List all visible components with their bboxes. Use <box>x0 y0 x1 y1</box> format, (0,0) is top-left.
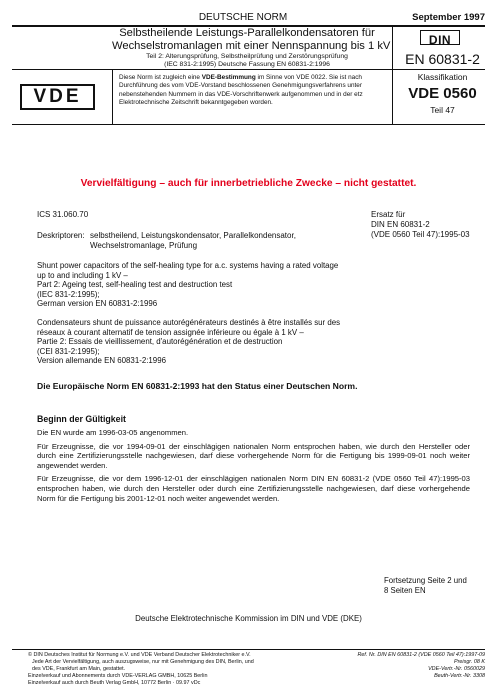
footer-right-line-2: Preisgr. 08 K <box>454 658 485 665</box>
klassifikation-label: Klassifikation <box>417 72 468 82</box>
ersatz-line-2: DIN EN 60831-2 <box>371 219 430 229</box>
english-line-5: German version EN 60831-2:1996 <box>37 299 158 308</box>
norm-number: EN 60831-2 <box>405 51 480 67</box>
title-line-2: Wechselstromanlagen mit einer Nennspannung bis 1 kV <box>112 39 391 52</box>
header-bottom-rule <box>12 69 485 70</box>
footer-right-line-3: VDE-Vertr.-Nr. 0560029 <box>428 665 485 672</box>
vde-notice-post: im Sinne von VDE 0022. Sie ist nach Durchführung des vom VDE-Vorstand beschlossenen Genehmigungsverfahrens unter nebenstehenden Nummern in das VDE-Vorschriftenwerk aufgenommen und in der etz Elektrotechnische Zeitschrift bekanntgegeben worden. <box>119 74 363 106</box>
continuation-line-2: 8 Seiten EN <box>384 585 426 595</box>
english-line-1: Shunt power capacitors of the self-healing type for a.c. systems having a rated voltage <box>37 261 339 270</box>
english-line-3: Part 2: Ageing test, self-healing test and destruction test <box>37 280 233 289</box>
footer-reference <box>300 652 485 680</box>
ersatz-line-1: Ersatz für <box>371 210 406 219</box>
footer-copyright <box>28 652 254 687</box>
vde-logo <box>20 84 95 110</box>
header-top-label: DEUTSCHE NORM <box>198 12 288 23</box>
french-line-2: réseaux à courant alternatif de tension assignée inférieure ou égale à 1 kV – <box>37 327 304 337</box>
vde-notice-bold: VDE-Bestimmung <box>201 74 256 81</box>
vde-teil: Teil 47 <box>430 105 455 115</box>
footer-left-line-1: © DIN Deutsches Institut für Normung e.V. und VDE Verband Deutscher Elektrotechniker e.V. <box>28 652 251 658</box>
ics-code: ICS 31.060.70 <box>37 210 89 219</box>
commission: Deutsche Elektrotechnische Kommission im DIN und VDE (DKE) <box>135 614 362 623</box>
vde-divider-right <box>392 69 393 124</box>
continuation-note <box>384 576 467 595</box>
subtitle-line-1: Teil 2: Alterungsprüfung, Selbstheilprüfung und Zerstörungsprüfung <box>146 53 348 60</box>
vde-logo-text: VDE <box>33 86 82 107</box>
validity-paragraph-3: Für Erzeugnisse, die vor dem 1996-12-01 der einschlägigen nationalen Norm DIN EN 60831-2 (VDE 0560 Teil 47):1995-03 entsprochen haben, wie durch den Hersteller oder durch eine Zertifizierungsstelle nachgewiesen, darf diese vorhergehende Norm für die Fertigung bis 2001-12-01 noch weiter angewendet werden. <box>37 474 470 503</box>
deskriptoren-label: Deskriptoren: <box>37 231 85 240</box>
footer-left-line-2: Jede Art der Vervielfältigung, auch auszugsweise, nur mit Genehmigung des DIN, Berlin, und <box>32 658 254 665</box>
din-logo <box>420 30 460 45</box>
vde-bottom-rule <box>12 124 485 125</box>
french-title <box>37 318 340 366</box>
footer-left-line-4: Einzelverkauf und Abonnements durch VDE-VERLAG GMBH, 10625 Berlin <box>28 672 208 679</box>
french-line-5: Version allemande EN 60831-2:1996 <box>37 356 166 365</box>
title-divider <box>392 26 393 69</box>
footer-rule <box>12 649 485 650</box>
deskriptoren-line-2: Wechselstromanlage, Prüfung <box>90 240 198 250</box>
english-title <box>37 261 338 309</box>
continuation-line-1: Fortsetzung Seite 2 und <box>384 576 467 585</box>
english-line-2: up to and including 1 kV – <box>37 270 128 280</box>
validity-paragraph-1: Die EN wurde am 1996-03-05 angenommen. <box>37 428 189 437</box>
subtitle-line-2: (IEC 831-2:1995) Deutsche Fassung EN 60831-2:1996 <box>164 61 330 68</box>
vde-notice-pre: Diese Norm ist zugleich eine <box>119 74 202 81</box>
french-line-3: Partie 2: Essais de vieillissement, d'autorégénération et de destruction <box>37 337 283 346</box>
footer-right-line-1: Ref. Nr. DIN EN 60831-2 (VDE 0560 Teil 47):1997-09 <box>357 652 485 658</box>
vde-notice <box>119 74 387 107</box>
french-line-4: (CEI 831-2:1995); <box>37 346 100 356</box>
din-logo-text: DIN <box>428 33 452 47</box>
footer-right-line-4: Beuth-Vertr.-Nr. 3308 <box>434 672 485 679</box>
ersatz-line-3: (VDE 0560 Teil 47):1995-03 <box>371 229 470 239</box>
footer-left-line-3: des VDE, Frankfurt am Main, gestattet. <box>32 665 126 672</box>
validity-paragraph-2: Für Erzeugnisse, die vor 1994-09-01 der einschlägigen nationalen Norm entsprochen haben, wie durch den Hersteller oder durch eine Zertifizierungsstelle nachgewiesen, darf diese vorhergehende Norm für die Fertigung bis 1999-09-01 noch weiter angewendet werden. <box>37 441 470 470</box>
ersatz-block <box>371 210 470 239</box>
validity-text <box>37 428 470 503</box>
french-line-1: Condensateurs shunt de puissance autorégénérateurs destinés à être installés sur des <box>37 318 341 327</box>
deskriptoren-list <box>90 231 296 251</box>
title-block <box>112 27 391 69</box>
header-date: September 1997 <box>412 12 485 23</box>
status-statement: Die Europäische Norm EN 60831-2:1993 hat den Status einer Deutschen Norm. <box>37 381 358 391</box>
footer-left-line-5: Einzelverkauf auch durch Beuth Verlag GmbH, 10772 Berlin · 09.97 vDc <box>28 679 201 686</box>
deskriptoren-line-1: selbstheilend, Leistungskondensator, Parallelkondensator, <box>90 231 296 240</box>
vde-divider-left <box>112 69 113 124</box>
english-line-4: (IEC 831-2:1995); <box>37 289 100 299</box>
vde-number: VDE 0560 <box>408 85 477 102</box>
title-line-1: Selbstheilende Leistungs-Parallelkondensatoren für <box>119 27 375 39</box>
reproduction-warning: Vervielfältigung – auch für innerbetriebliche Zwecke – nicht gestattet. <box>80 178 417 189</box>
validity-heading: Beginn der Gültigkeit <box>37 414 126 424</box>
